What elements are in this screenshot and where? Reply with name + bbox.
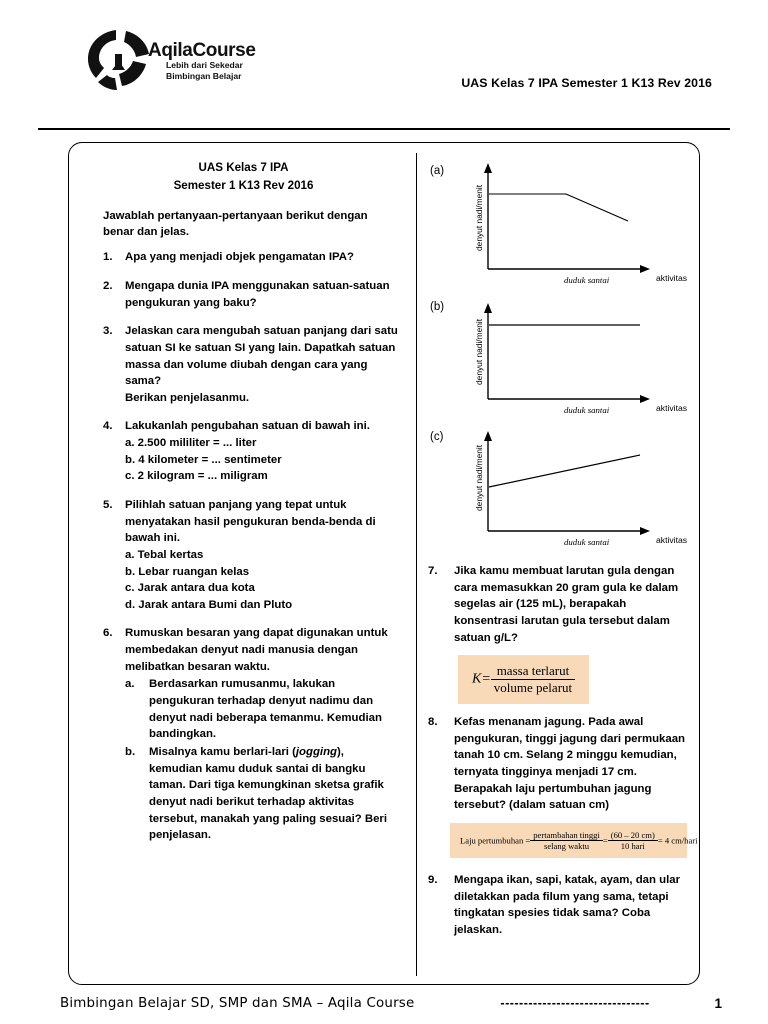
question-item [103,249,398,266]
formula-denominator-2: 10 hari [620,841,645,852]
formula-denominator-1: selang waktu [543,841,590,852]
graph-b-xlabel: aktivitas [656,403,688,413]
document-page [0,28,768,1024]
content-box [68,142,700,985]
graph-label: (b) [430,301,445,313]
question-subitems [125,547,398,614]
footer-dashes: -------------------------------- [500,996,650,1010]
graph-c [428,425,687,553]
formula-fraction [491,663,575,696]
question-subitems [125,435,398,485]
question-list-left [103,249,398,844]
subitem-text-after: ), kemudian kamu duduk santai di bangku taman. Dari tiga kemungkinan sketsa grafik denyut nadi berikut terhadap aktivitas tersebut, manakah yang paling sesuai? Beri penjelasan. [149,745,388,842]
question-item [103,625,398,843]
question-number: 7. [428,565,438,577]
question-text: Kefas menanam jagung. Pada awal pengukuran, tinggi jagung dari permukaan tanah 10 cm. Selang 2 minggu kemudian, ternyata tingginya menjadi 17 cm. Berapakah laju pertumbuhan jagung tersebut? (dalam satuan cm) [454,716,685,812]
formula-lead: Laju pertumbuhan = [460,835,531,846]
formula-concentration [458,655,589,704]
subitem: b. 4 kilometer = ... sentimeter [125,453,282,466]
subitem-label: a. [125,678,135,691]
question-number: 6. [103,627,113,640]
question-item [428,714,687,814]
document-title-line-2: Semester 1 K13 Rev 2016 [173,178,314,192]
question-number: 8. [428,716,438,729]
graph-c-xmark: duduk santai [564,537,610,547]
subitem-text-italic: jogging [295,745,337,758]
instructions-text: Jawablah pertanyaan-pertanyaan berikut dengan benar dan jelas. [103,209,368,239]
graph-b-ylabel: denyut nadi/menit [474,318,484,385]
graph-c-xlabel: aktivitas [656,535,688,545]
formula-numerator: massa terlarut [491,663,575,680]
question-subitem-a [125,676,398,743]
graph-label: (a) [430,165,445,177]
question-text-group [125,323,398,406]
question-text-group [125,625,398,843]
graph-c-ylabel: denyut nadi/menit [474,444,484,511]
graph-label: (c) [430,431,444,443]
document-title-line-1: UAS Kelas 7 IPA [198,161,289,174]
graph-a [428,159,687,291]
question-number: 3. [103,325,113,338]
question-text: Jika kamu membuat larutan gula dengan cara memasukkan 20 gram gula ke dalam segelas air (125 mL), berapakah konsentrasi larutan gula tersebut dalam satuan g/L? [454,565,679,644]
question-number: 4. [103,420,113,433]
formula-fraction-2 [608,830,658,851]
graph-c-svg [456,425,694,553]
svg-text:Bimbingan Belajar: Bimbingan Belajar [166,71,242,81]
question-item [428,872,687,939]
svg-text:AqilaCourse: AqilaCourse [148,40,256,61]
question-item [103,497,398,613]
left-column [69,143,414,984]
subitem-text: Berdasarkan rumusanmu, lakukan pengukuran terhadap denyut nadimu dan denyut nadi beberapa temanmu. Kemudian bandingkan. [149,678,382,741]
question-number: 1. [103,251,113,264]
question-text: Jelaskan cara mengubah satuan panjang dari satu satuan SI ke satuan SI yang lain. Dapatkah satuan massa dan volume diubah dengan cara yang sama? [125,325,398,388]
subitem: c. 2 kilogram = ... miligram [125,470,268,483]
question-number: 5. [103,499,113,511]
graph-b [428,295,687,421]
question-item [103,323,398,406]
question-item [428,563,687,646]
question-text: Rumuskan besaran yang dapat digunakan untuk membedakan denyut nadi manusia dengan melibatkan besaran waktu. [125,627,388,673]
graph-a-svg [456,159,694,291]
page-number: 1 [714,996,722,1011]
formula-lead: K= [472,671,491,687]
question-text-group [125,497,398,613]
formula-denominator: volume pelarut [493,680,573,696]
subitem: a. Tebal kertas [125,548,204,561]
formula-equals-1: = [602,835,608,846]
formula-fraction-1 [530,830,603,851]
document-title [103,159,398,195]
question-text: Lakukanlah pengubahan satuan di bawah ini. [125,420,370,433]
question-text: Pilihlah satuan panjang yang tepat untuk menyatakan hasil pengukuran benda-benda di bawah ini. [125,499,376,545]
question-text: Apa yang menjadi objek pengamatan IPA? [125,251,354,264]
question-number: 9. [428,874,438,887]
question-text: Mengapa dunia IPA menggunakan satuan-satuan pengukuran yang baku? [125,279,390,309]
header-divider-rule [38,128,730,130]
question-subitem-b [125,744,398,844]
footer-text: Bimbingan Belajar SD, SMP dan SMA – Aqila Course [60,996,415,1011]
question-item [103,278,398,311]
formula-numerator-2: (60 – 20 cm) [608,830,658,841]
right-column [414,143,699,984]
subitem: c. Jarak antara dua kota [125,582,255,595]
subitem: a. 2.500 mililiter = ... liter [125,437,257,450]
subitem-text-before: Misalnya kamu berlari-lari ( [149,745,296,758]
svg-text:Lebih dari Sekedar: Lebih dari Sekedar [166,60,243,70]
formula-result: = 4 cm/hari [657,835,698,846]
formula-growth-rate [450,823,698,858]
formula-numerator-1: pertambahan tinggi [530,830,603,841]
graph-b-xmark: duduk santai [564,405,610,415]
subitem-label: b. [125,745,136,758]
page-header [38,28,730,100]
question-item [103,418,398,485]
subitem: b. Lebar ruangan kelas [125,565,250,578]
subitem-text [149,744,398,844]
question-text: Mengapa ikan, sapi, katak, ayam, dan ular diletakkan pada filum yang sama, tetapi tingkatan spesies tidak sama? Coba jelaskan. [454,874,681,936]
page-footer [0,996,768,1024]
header-title: UAS Kelas 7 IPA Semester 1 K13 Rev 2016 [461,76,712,90]
subitem: d. Jarak antara Bumi dan Pluto [125,598,293,611]
graph-a-xlabel: aktivitas [656,273,688,283]
graph-a-xmark: duduk santai [564,275,610,285]
question-text-group [125,418,398,485]
graph-a-ylabel: denyut nadi/menit [474,184,484,251]
question-extra-line: Berikan penjelasanmu. [125,391,250,404]
graph-b-svg [456,295,694,421]
aqilacourse-logo [86,28,276,90]
question-number: 2. [103,279,113,292]
